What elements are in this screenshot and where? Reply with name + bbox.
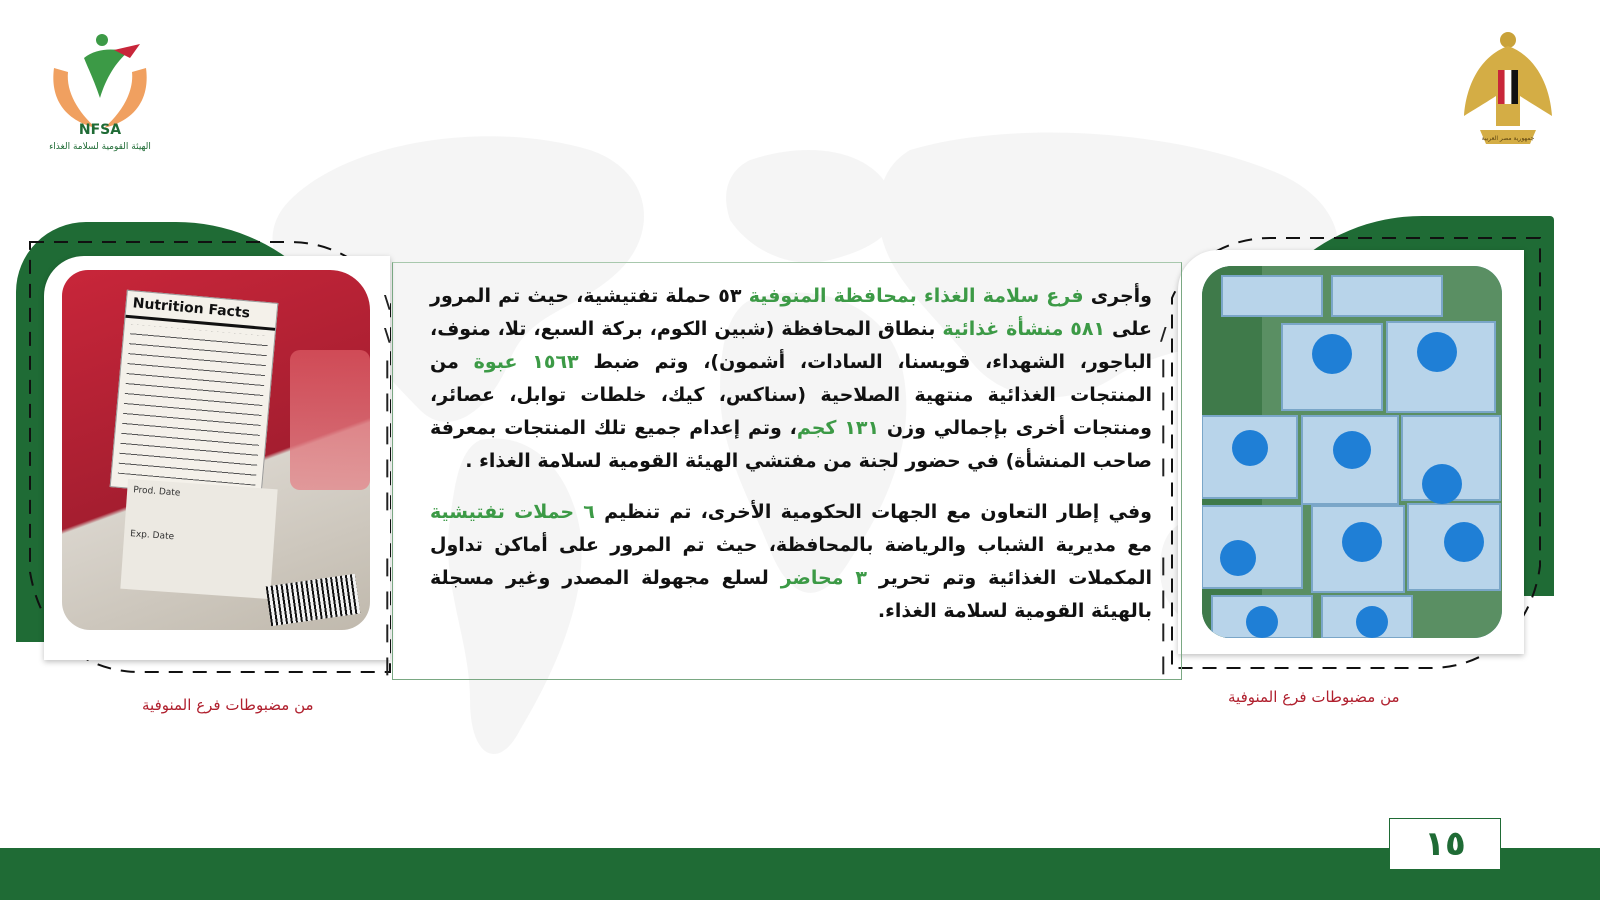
background-items [290, 350, 370, 490]
paragraph-1: وأجرى فرع سلامة الغذاء بمحافظة المنوفية ٥٣ حملة تفتيشية، حيث تم المرور على ٥٨١ منشأة غذائية بنطاق المحافظة (شبين الكوم، بركة السبع، تلا، منوف، الباجور، الشهداء، قويسنا، السادات، أشمون)، وتم ضبط ١٥٦٣ عبوة من المنتجات الغذائية منتهية الصلاحية (سناكس، كيك، خلطات توابل، عصائر، ومنتجات أخرى بإجمالي وزن ١٣١ كجم، وتم إعدام جميع تلك المنتجات بمعرفة صاحب المنشأة) في حضور لجنة من مفتشي الهيئة القومية لسلامة الغذاء . [430, 285, 1153, 472]
prod-date-label: Prod. Date [132, 485, 181, 499]
highlight-weight: ١٣١ كجم [796, 417, 880, 439]
left-photo-caption: من مضبوطات فرع المنوفية [142, 696, 314, 714]
left-bracket-marks: \ \ | | | | | | | | | [384, 292, 391, 676]
nutrition-title: Nutrition Facts [125, 291, 277, 331]
right-photo-juice-cartons [1202, 266, 1502, 638]
left-photo-snack-package [62, 270, 370, 630]
highlight-packages: ١٥٦٣ عبوة [473, 351, 579, 373]
date-label [120, 479, 277, 599]
carton-grid [1202, 266, 1502, 638]
page-number: ١٥ [1389, 818, 1501, 870]
right-bracket-marks: / | | | | | | | | [1160, 324, 1167, 675]
highlight-branch: فرع سلامة الغذاء بمحافظة المنوفية [748, 285, 1084, 307]
nfsa-name-ar: الهيئة القومية لسلامة الغذاء [49, 142, 151, 152]
nfsa-logo [44, 28, 156, 158]
exp-date-label: Exp. Date [129, 529, 175, 543]
footer-green-bar [0, 848, 1600, 900]
main-text [430, 280, 1152, 646]
barcode [266, 574, 361, 626]
nutrition-lines [118, 324, 269, 485]
highlight-facilities: ٥٨١ منشأة غذائية [942, 318, 1106, 340]
highlight-campaigns: ٦ حملات تفتيشية [430, 501, 595, 523]
egypt-eagle-emblem [1460, 26, 1556, 150]
highlight-reports: ٣ محاضر [780, 567, 867, 589]
nfsa-name-en: NFSA [78, 122, 122, 138]
right-photo-caption: من مضبوطات فرع المنوفية [1228, 688, 1400, 706]
emblem-text: جمهورية مصر العربية [1481, 135, 1535, 142]
nutrition-label [110, 290, 279, 500]
paragraph-2: وفي إطار التعاون مع الجهات الحكومية الأخرى، تم تنظيم ٦ حملات تفتيشية مع مديرية الشباب والرياضة بالمحافظة، حيث تم المرور على أماكن تداول المكملات الغذائية وتم تحرير ٣ محاضر لسلع مجهولة المصدر وغير مسجلة بالهيئة القومية لسلامة الغذاء. [430, 501, 1152, 622]
